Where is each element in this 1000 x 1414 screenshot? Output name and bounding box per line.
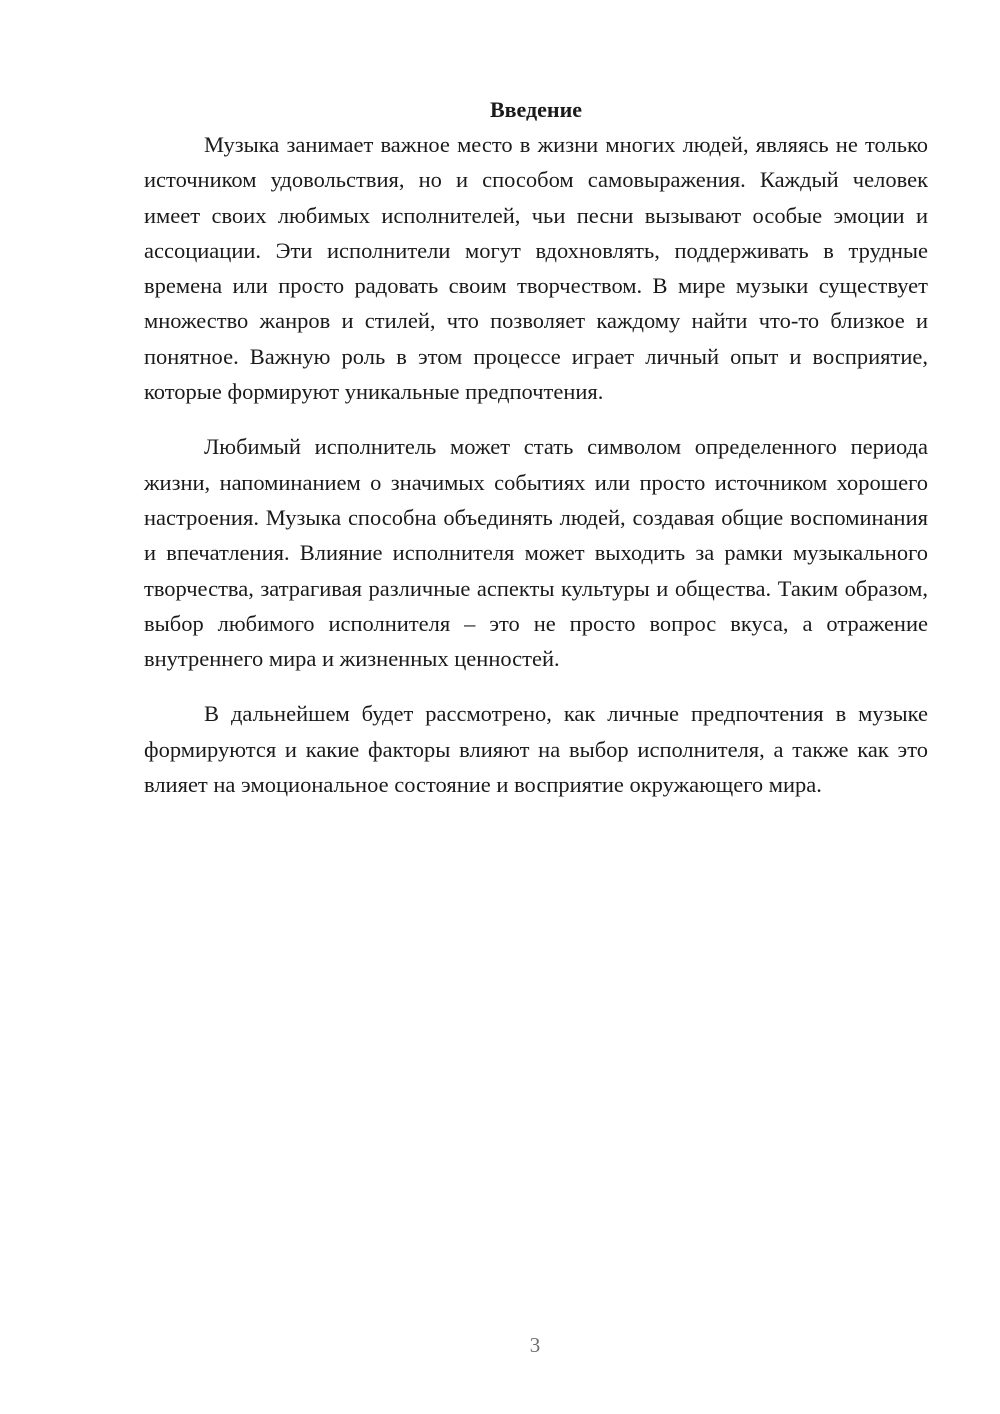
- page-content: [144, 95, 928, 802]
- paragraph-1: Музыка занимает важное место в жизни многих людей, являясь не только источником удовольствия, но и способом самовыражения. Каждый человек имеет своих любимых исполнителей, чьи песни вызывают особые эмоции и ассоциации. Эти исполнители могут вдохновлять, поддерживать в трудные времена или просто радовать своим творчеством. В мире музыки существует множество жанров и стилей, что позволяет каждому найти что-то близкое и понятное. Важную роль в этом процессе играет личный опыт и восприятие, которые формируют уникальные предпочтения.: [144, 132, 928, 405]
- page-number: 3: [529, 1333, 541, 1357]
- section-title: Введение: [489, 97, 583, 122]
- paragraph-3: В дальнейшем будет рассмотрено, как личные предпочтения в музыке формируются и какие факторы влияют на выбор исполнителя, а также как это влияет на эмоциональное состояние и восприятие окружающего мира.: [144, 701, 928, 798]
- paragraph-2: Любимый исполнитель может стать символом определенного периода жизни, напоминанием о значимых событиях или просто источником хорошего настроения. Музыка способна объединять людей, создавая общие воспоминания и впечатления. Влияние исполнителя может выходить за рамки музыкального творчества, затрагивая различные аспекты культуры и общества. Таким образом, выбор любимого исполнителя – это не просто вопрос вкуса, а отражение внутреннего мира и жизненных ценностей.: [144, 434, 928, 672]
